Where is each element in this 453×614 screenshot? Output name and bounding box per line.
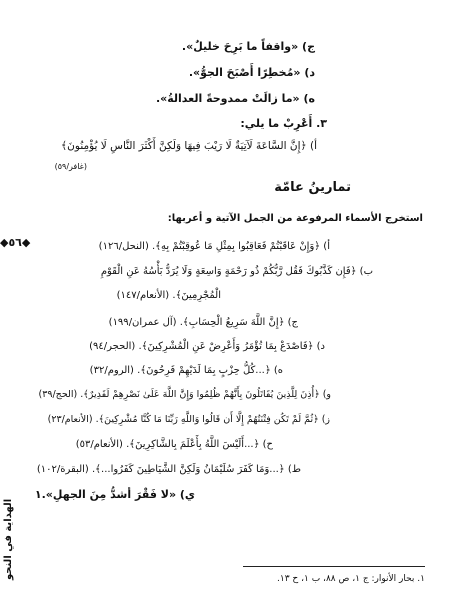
exercise-2-item-c: ج) «واقفاً ما بَرِحَ خليلٌ».	[181, 40, 315, 53]
exercise-3-heading: ٣. أَعْرِبْ ما يلي:	[240, 117, 327, 130]
general-item-d: د) ﴿فَاصْدَعْ بِمَا تُؤْمَرُ وَأَعْرِضْ عَنِ الْمُشْرِكِينَ﴾. (الحجر/٩٤)	[89, 341, 325, 352]
general-item-b-line2: الْمُجْرِمِينَ﴾. (الأنعام/١٤٧)	[116, 290, 221, 301]
general-exercises-heading: تمارينُ عامّة	[274, 180, 351, 195]
general-item-i: ط) ﴿...وَمَا كَفَرَ سُلَيْمَانُ وَلَكِنَّ الشَّيَاطِينَ كَفَرُوا...﴾. (البقرة/١٠٢)	[36, 464, 301, 475]
exercise-2-item-d: د) «مُخطِرًا أَصْبَحَ الجوُّ».	[188, 66, 315, 79]
general-item-h: ح) ﴿...أَلَيْسَ اللَّهُ بِأَعْلَمَ بِالشَّاكِرِينَ﴾. (الأنعام/٥٣)	[75, 439, 273, 450]
general-item-c: ج) ﴿إِنَّ اللَّهَ سَرِيعُ الْحِسَابِ﴾. (آل عمران/١٩٩)	[108, 317, 298, 328]
footnote-separator	[243, 566, 425, 567]
general-item-e: ه) ﴿...كُلُّ حِزْبٍ بِمَا لَدَيْهِمْ فَرِحُونَ﴾. (الروم/٣٢)	[89, 365, 283, 376]
exercise-3-verse-ref: (غافر/٥٩)	[54, 162, 87, 171]
general-item-g: ز) ﴿ثُمَّ لَمْ تَكُن فِتْنَتُهُمْ إِلَّا أَن قَالُوا وَاللَّهِ رَبِّنَا مَا كُنَّا مُشْرِكِينَ﴾. (الأنعام/٢٣)	[47, 414, 330, 425]
general-item-j: ي) «لا فَقْرَ أشدُّ مِنَ الجهلِ».١	[34, 488, 195, 501]
page-number: ◆٥٦◆	[0, 236, 31, 249]
running-side-title: الهداية في النحو	[3, 498, 14, 580]
footnote: ١. بحار الأنوار: ج ١، ص ٨٨، ب ١، ح ١٣.	[277, 574, 425, 584]
general-item-f: و) ﴿أُذِنَ لِلَّذِينَ يُقَاتَلُونَ بِأَنَّهُمْ ظُلِمُوا وَإِنَّ اللَّهَ عَلَىٰ نَصْرِهِمْ لَقَدِيرٌ﴾. (الحج/٣٩)	[38, 389, 331, 400]
general-item-a: أ) ﴿وَإِنْ عَاقَبْتُمْ فَعَاقِبُوا بِمِثْلِ مَا عُوقِبْتُمْ بِهِ﴾. (النحل/١٢٦)	[98, 241, 330, 252]
general-exercises-instruction: استخرج الأسماء المرفوعة من الجمل الآتية و أعربها:	[167, 213, 423, 224]
general-item-b-line1: ب) ﴿فَإِن كَذَّبُوكَ فَقُل رَّبُّكُمْ ذُو رَحْمَةٍ وَاسِعَةٍ وَلَا يُرَدُّ بَأْسُهُ عَنِ الْقَوْمِ	[100, 266, 373, 277]
exercise-3-verse: أ) ﴿إِنَّ السَّاعَةَ لَآتِيَةٌ لَا رَيْبَ فِيهَا وَلَكِنَّ أَكْثَرَ النَّاسِ لَا يُؤْمِنُونَ﴾	[61, 140, 317, 152]
exercise-2-item-e: ه) «ما زالَتْ ممدوحةً العدالةُ».	[155, 92, 315, 105]
